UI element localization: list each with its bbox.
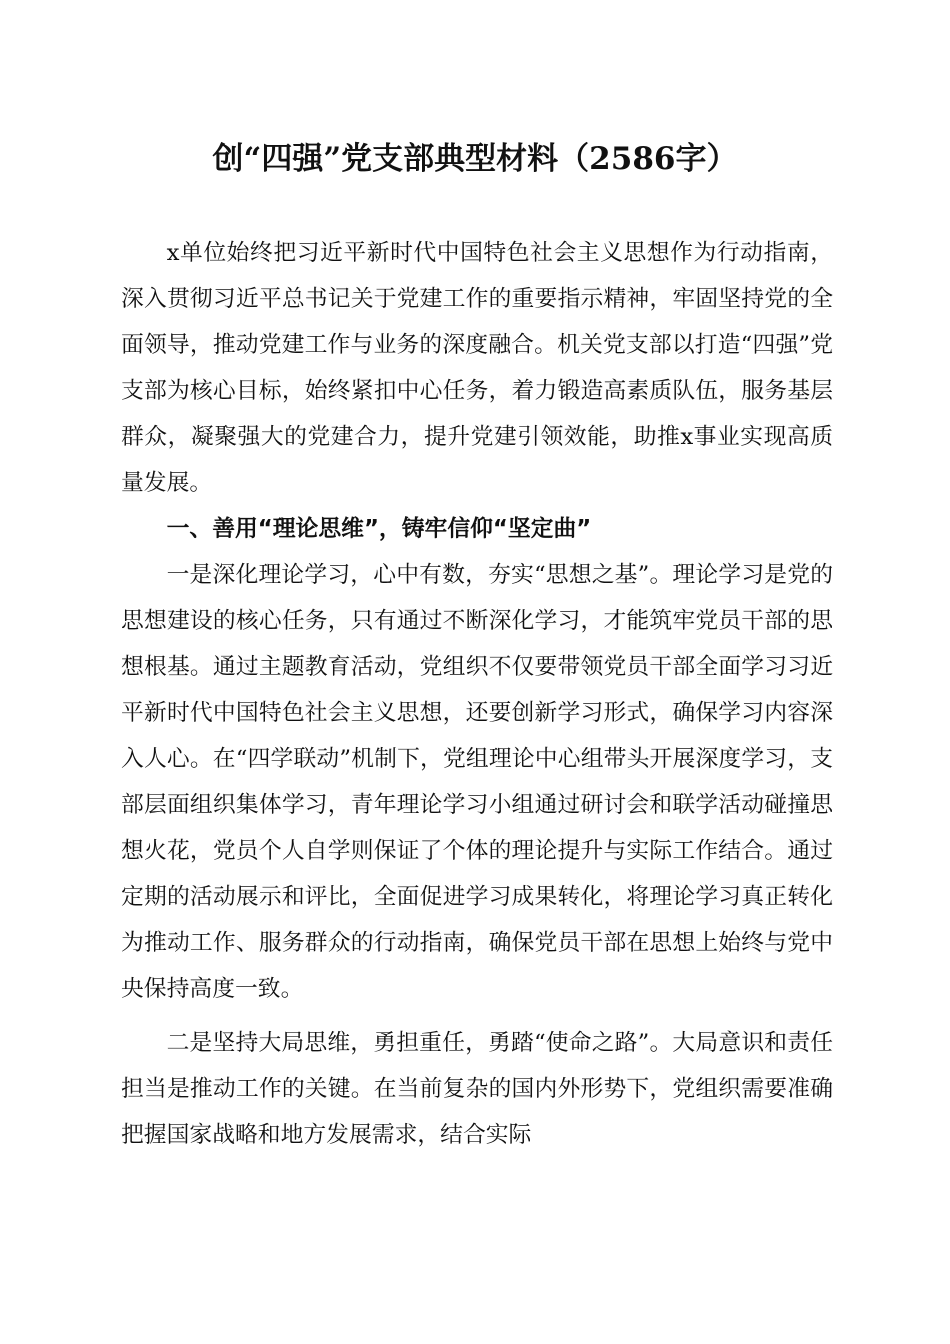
body-paragraph: 一是深化理论学习，心中有数，夯实“思想之基”。理论学习是党的思想建设的核心任务，只有通过不断深化学习，才能筑牢党员干部的思想根基。通过主题教育活动，党组织不仅要带领党员干部全面学习习近平新时代中国特色社会主义思想，还要创新学习形式，确保学习内容深入人心。在“四学联动”机制下，党组理论中心组带头开展深度学习，支部层面组织集体学习，青年理论学习小组通过研讨会和联学活动碰撞思想火花，党员个人自学则保证了个体的理论提升与实际工作结合。通过定期的活动展示和评比，全面促进学习成果转化，将理论学习真正转化为推动工作、服务群众的行动指南，确保党员干部在思想上始终与党中央保持高度一致。: [121, 562, 833, 1002]
intro-paragraph: x单位始终把习近平新时代中国特色社会主义思想作为行动指南，深入贯彻习近平总书记关于党建工作的重要指示精神，牢固坚持党的全面领导，推动党建工作与业务的深度融合。机关党支部以打造“四强”党支部为核心目标，始终紧扣中心任务，着力锻造高素质队伍，服务基层群众，凝聚强大的党建合力，提升党建引领效能，助推x事业实现高质量发展。: [121, 240, 833, 496]
document-title: 创“四强”党支部典型材料（2586字）: [212, 141, 738, 177]
body-paragraph: 二是坚持大局思维，勇担重任，勇踏“使命之路”。大局意识和责任担当是推动工作的关键。在当前复杂的国内外形势下，党组织需要准确把握国家战略和地方发展需求，结合实际: [121, 1030, 833, 1148]
section-heading: 一、善用“理论思维”，铸牢信仰“坚定曲”: [166, 516, 592, 542]
document-body: [121, 230, 833, 1158]
